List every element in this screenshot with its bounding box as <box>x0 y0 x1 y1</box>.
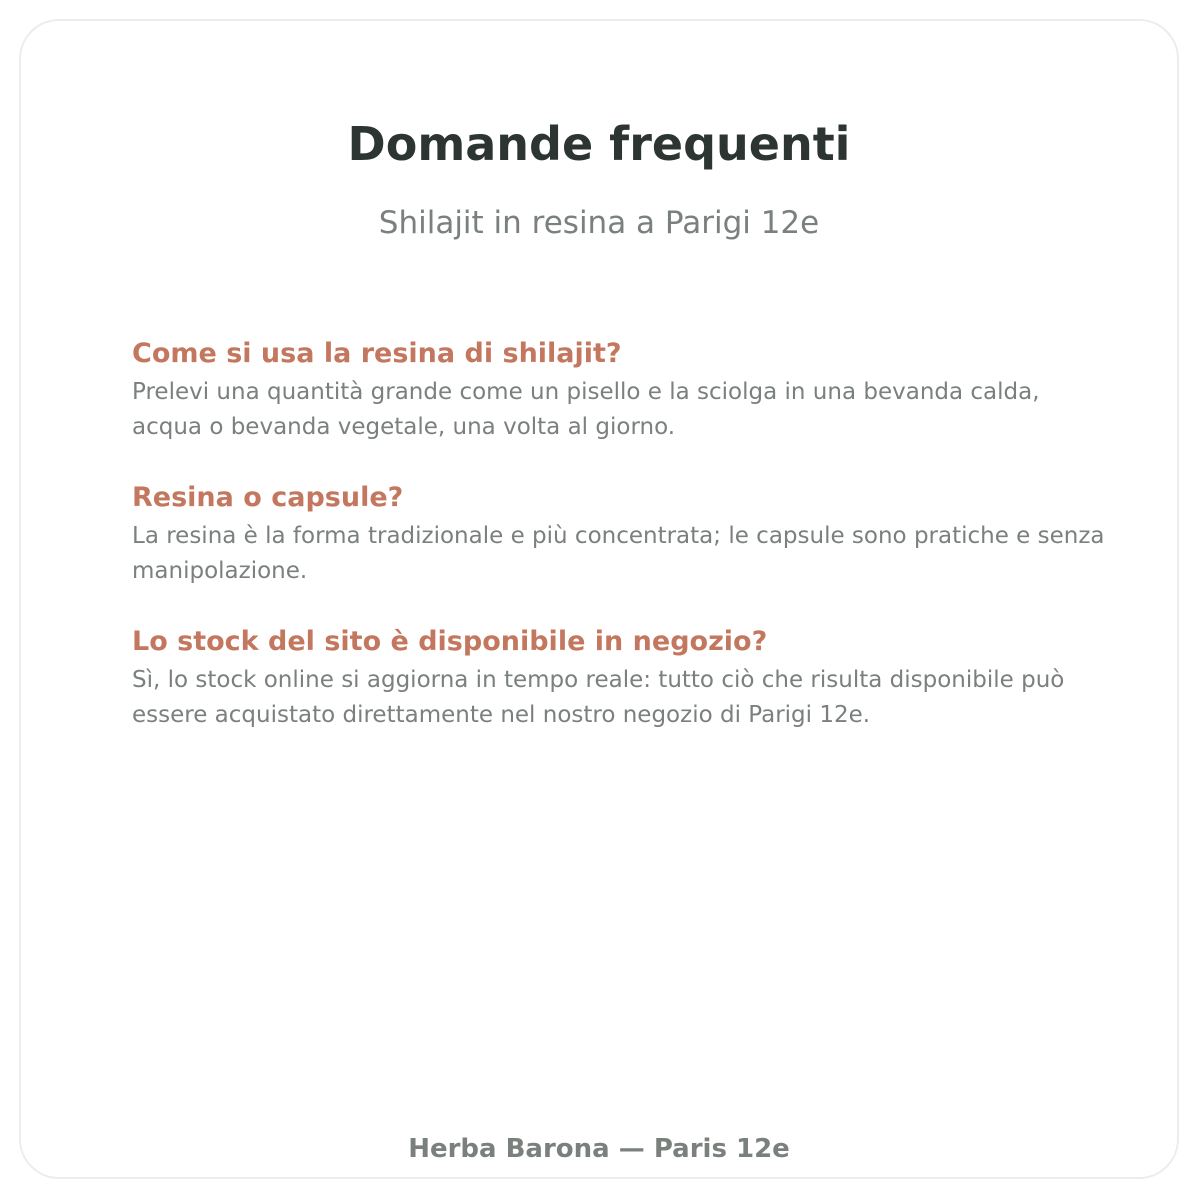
faq-answer: Sì, lo stock online si aggiorna in tempo reale: tutto ciò che risulta disponibile può essere acquistato direttamente nel nostro negozio di Parigi 12e. <box>132 667 1065 728</box>
faq-item <box>132 336 1112 444</box>
faq-card <box>19 19 1179 1179</box>
faq-question: Lo stock del sito è disponibile in negozio? <box>132 626 768 658</box>
faq-list <box>132 336 1112 768</box>
faq-item <box>132 480 1112 588</box>
faq-question: Resina o capsule? <box>132 482 404 514</box>
faq-question: Come si usa la resina di shilajit? <box>132 338 622 369</box>
page-subtitle: Shilajit in resina a Parigi 12e <box>378 205 820 241</box>
page-title: Domande frequenti <box>347 117 851 171</box>
faq-item <box>132 624 1112 732</box>
faq-answer: Prelevi una quantità grande come un pisello e la sciolga in una bevanda calda, acqua o bevanda vegetale, una volta al giorno. <box>132 379 1040 440</box>
faq-answer: La resina è la forma tradizionale e più concentrata; le capsule sono pratiche e senza manipolazione. <box>132 523 1105 584</box>
footer-brand: Herba Barona — Paris 12e <box>408 1134 790 1164</box>
